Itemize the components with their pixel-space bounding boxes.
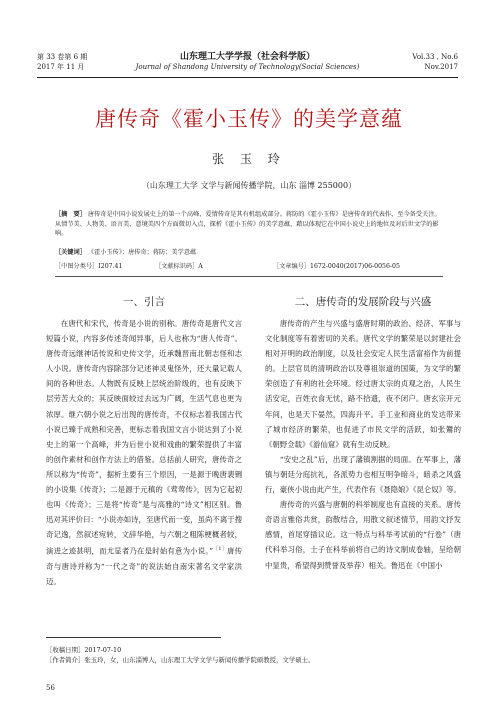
received-date: ［收稿日期］2017-07-10 <box>46 646 122 654</box>
citation-1[interactable]: ［1］ <box>213 546 227 553</box>
volume-cn: 第 33 卷第 6 期 <box>37 53 88 61</box>
paper-title: 唐传奇《霍小玉传》的美学意蕴 <box>95 107 403 131</box>
abstract-rule <box>55 276 443 277</box>
header-rule <box>37 77 458 78</box>
journal-name-en: Journal of Shandong University of Technology(Social Sciences) <box>135 63 360 71</box>
keywords-text: 《霍小玉传》；唐传奇；蒋防；美学意蕴 <box>87 249 197 256</box>
date-en: Nov.2017 <box>424 63 458 71</box>
header-journal <box>37 52 458 72</box>
page-number: 56 <box>46 684 55 692</box>
author-name: 张 玉 玲 <box>212 152 286 166</box>
author-affiliation: （山东理工大学 文学与新闻传播学院，山东 淄博 255000） <box>141 181 357 190</box>
abstract-text: 唐传奇是中国小说发展史上的第一个高峰，爱情传奇是其有机组成部分。蒋防的《霍小玉传》是唐传奇的代表作，至今备受关注。从情节美、人物美、语言美、意境美四个方面微切入点，探析《霍小玉传》的美学意蕴，藉以体现它在中国小说史上的地位及对后世文学的影响。 <box>55 211 441 238</box>
running-header <box>37 52 458 76</box>
volume-en: Vol.33 , No.6 <box>412 53 458 61</box>
intro-paragraph <box>46 316 242 589</box>
abstract <box>55 210 443 239</box>
section-heading-2: 二、唐传奇的发展阶段与兴盛 <box>294 296 432 308</box>
author-bio: ［作者简介］张玉玲，女，山东淄博人，山东理工大学文学与新闻传播学院硕教授，文学硕士。 <box>46 656 315 664</box>
sec2-paragraph-1: 唐传奇的产生与兴盛与盛唐时期的政治、经济、军事与文化制度等有着密切的关系。唐代文学的繁荣是以封建社会相对开明的政治制度，以及社会安定人民生活富裕作为前提的。上层官员的清明政治以及尊祖崇道的国策，为文学的繁荣创造了有利的社会环境。经过唐太宗的贞观之治，人民生活安定，百姓衣食无忧，路不拾遗，夜不闭户。唐玄宗开元年间，也是天下晏然，四海升平。手工业和商业的发达带来了城市经济的繁荣，也促进了市民文学的活跃，如张鷟的《朝野佥载》《游仙窟》就有生动反映。 <box>265 319 461 449</box>
abstract-label: ［摘 要］ <box>55 211 86 218</box>
intro-text: 在唐代和宋代，传奇是小说的别称。唐传奇是唐代文言短篇小说，内容多传述奇闻异事，后人也称为“唐人传奇”。唐传奇远继神话传说和史传文学，近承魏晋南北朝志怪和志人小说。唐传奇内容除部分记述神灵鬼怪外，还大量记载人间的各种世态。人物既有反映上层统治阶级的，也有反映下层劳苦大众的；其反映面较过去远为广阔，生活气息也更为浓厚。继六朝小说之后出现的唐传奇，不仅标志着我国古代小说已臻于成熟和完善，更标志着我国文言小说达到了小说史上的第一个高峰，并为后世小说和戏曲的繁荣提供了丰富的创作素材和创作方法上的借鉴。总括前人研究，唐传奇之所以称为“传奇”，据析主要有三个原因，一是源于晚唐裴铏的小说集《传奇》；二是源于元稹的《莺莺传》，因为它起初也叫《传奇》；三是将“传奇”是与高雅的“诗文”相区别。鲁迅对其评价曰：“小说亦如诗，至唐代而一变，虽尚不离于搜奇记逸，然叙述宛转，文辞华艳，与六朝之粗陈梗概者较，演进之迹甚明，而尤显者乃在是时始有意为小说。” <box>46 319 242 556</box>
doc-code: ［文献标识码］A <box>154 263 203 270</box>
right-column <box>265 294 461 573</box>
classification-codes <box>55 262 443 271</box>
journal-name-cn: 山东理工大学学报（社会科学版） <box>179 52 315 62</box>
date-cn: 2017 年 11 月 <box>37 63 85 71</box>
article-code: ［文章编号］1672-0040(2017)06-0056-05 <box>272 263 400 270</box>
sec2-paragraph-3: 唐传奇的兴盛与唐朝的科举制度也有直接的关系。唐传奇语言雅俗共赏，韵散结合，用散文叙述情节，用韵文抒发感情，首尾穿插议论。这一特点与科举考试前的“行卷”（唐代科举习俗，士子在科举前将自己的诗文制成卷轴，呈给朝中显贵，希望得到赞誉及举荐）相关。鲁迅在《中国小 <box>265 500 461 570</box>
keywords-label: ［关键词］ <box>55 249 86 256</box>
footnotes <box>46 645 458 665</box>
section-heading-intro: 一、引言 <box>123 296 165 308</box>
intro-text-end: 唐传奇与唐诗并称为“一代之奇”的说法始自南宋著名文学家洪迈。 <box>46 546 242 587</box>
footnote-rule <box>46 637 221 638</box>
clc-code: ［中图分类号］I207.41 <box>55 263 123 270</box>
keywords <box>55 248 443 258</box>
sec2-paragraph-2: “安史之乱”后，出现了藩镇割据的局面。在军事上，藩镇与朝廷分庭抗礼，各派势力也相互明争暗斗，暗杀之风盛行，豪侠小说由此产生，代表作有《聂隐娘》《昆仑奴》等。 <box>265 454 461 495</box>
header-right <box>412 52 458 72</box>
left-column <box>46 294 242 589</box>
